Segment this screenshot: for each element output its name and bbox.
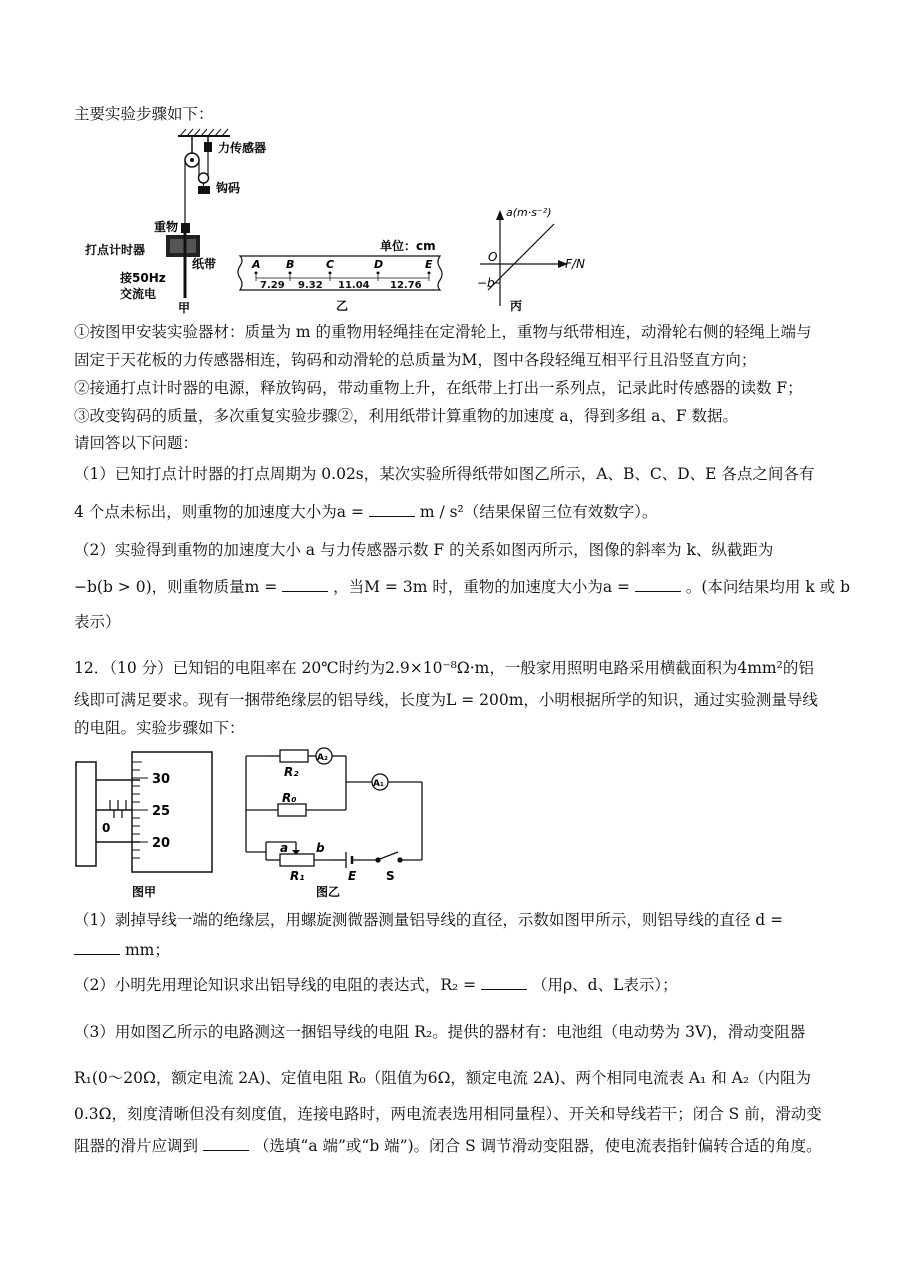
micrometer-zero: 0: [102, 821, 111, 835]
timer-label: 打点计时器: [85, 243, 146, 257]
step-1-line-1: ①按图甲安装实验器材：质量为 m 的重物用轻绳挂在定滑轮上，重物与纸带相连，动滑轮右侧的轻绳上端与: [74, 323, 812, 341]
tape-point-a: A: [252, 258, 261, 271]
circuit-label-a2: A₂: [317, 753, 328, 763]
intro-text: 主要实验步骤如下：: [74, 105, 214, 123]
s1-diameter-blank[interactable]: [74, 940, 120, 955]
graph-x-label: F/N: [565, 257, 585, 271]
s3-line-1: （3）用如图乙所示的电路测这一捆铝导线的电阻 R₂。提供的器材有：电池组（电动势为 3V)，滑动变阻器: [74, 1023, 806, 1041]
tape-point-e: E: [425, 258, 433, 271]
fig2-jia-label: 图甲: [132, 885, 157, 899]
circuit-label-a1: A₁: [373, 779, 384, 789]
tape-point-c: C: [326, 258, 335, 271]
q1-answer-blank[interactable]: [369, 502, 415, 517]
fig-yi-label: 乙: [336, 299, 349, 313]
s3-line-3: 0.3Ω，刻度清晰但没有刻度值，连接电路时，两电流表选用相同量程）、开关和导线若干；闭合 S 前，滑动变: [74, 1105, 822, 1123]
tape-point-d: D: [374, 258, 384, 271]
circuit-label-a: a: [280, 841, 289, 855]
fig-jia-label: 甲: [178, 301, 191, 315]
tape-seg-1: 7.29: [260, 280, 285, 291]
micrometer-tick-20: 20: [152, 836, 171, 851]
tape-seg-4: 12.76: [390, 280, 422, 291]
tape-point-b: B: [286, 258, 295, 271]
q2-line-2: −b(b > 0)，则重物质量m = ，当M = 3m 时，重物的加速度大小为a = 。(本问结果均用 k 或 b: [74, 578, 851, 596]
graph-origin: O: [488, 250, 498, 264]
s2-resistance-blank[interactable]: [481, 975, 527, 990]
s3-slider-blank[interactable]: [203, 1136, 249, 1151]
weight-label: 重物: [154, 220, 179, 234]
tape-label: 纸带: [192, 257, 217, 271]
figure-2: [70, 742, 440, 902]
q1-line-1: （1）已知打点计时器的打点周期为 0.02s，某次实验所得纸带如图乙所示，A、B、C、D、E 各点之间各有: [74, 465, 815, 483]
power-label-1: 接50Hz: [120, 271, 166, 285]
step-1-line-2: 固定于天花板的力传感器相连，钩码和动滑轮的总质量为M，图中各段轻绳互相平行且沿竖直方向；: [74, 351, 757, 369]
circuit-label-r1: R₁: [290, 869, 305, 883]
graph-intercept: −b: [477, 276, 495, 290]
s1-line-2: mm；: [74, 940, 170, 960]
q1-line-2: 4 个点未标出，则重物的加速度大小为a = m / s²（结果保留三位有效数字）。: [74, 503, 658, 521]
figure-1: [80, 128, 600, 316]
unit-label: 单位：cm: [380, 239, 436, 253]
hook-weight-label: 钩码: [216, 181, 241, 195]
tape-seg-3: 11.04: [338, 280, 370, 291]
q2-mass-blank[interactable]: [282, 577, 328, 592]
s2-line: （2）小明先用理论知识求出铝导线的电阻的表达式，R₂ = （用ρ、d、L表示）；: [74, 976, 678, 994]
q2-accel-blank[interactable]: [635, 577, 681, 592]
circuit-label-b: b: [316, 841, 325, 855]
answer-prompt: 请回答以下问题：: [74, 434, 199, 452]
s1-line-1: （1）剥掉导线一端的绝缘层，用螺旋测微器测量铝导线的直径，示数如图甲所示，则铝导线的直径 d =: [74, 911, 784, 929]
circuit-label-e: E: [348, 869, 357, 883]
micrometer-tick-30: 30: [152, 772, 171, 787]
circuit-label-r0: R₀: [282, 791, 297, 805]
s3-line-2: R₁(0～20Ω，额定电流 2A)、定值电阻 R₀（阻值为6Ω，额定电流 2A)、两个相同电流表 A₁ 和 A₂（内阻为: [74, 1069, 812, 1087]
step-2: ②接通打点计时器的电源，释放钩码，带动重物上升，在纸带上打出一系列点，记录此时传感器的读数 F；: [74, 379, 803, 397]
p12-line-2: 线即可满足要求。现有一捆带绝缘层的铝导线，长度为L = 200m，小明根据所学的知识，通过实验测量导线: [74, 691, 818, 709]
graph-y-label: a(m·s⁻²): [506, 206, 552, 219]
p12-line-1: 12．（10 分）已知铝的电阻率在 20℃时约为2.9×10⁻⁸Ω·m，一般家用照明电路采用横截面积为4mm²的铝: [74, 659, 814, 677]
fig-bing-label: 丙: [510, 299, 523, 313]
q2-line-3: 表示）: [74, 613, 121, 631]
p12-line-3: 的电阻。实验步骤如下：: [74, 719, 245, 737]
circuit-label-r2: R₂: [284, 765, 299, 779]
sensor-label: 力传感器: [218, 141, 267, 155]
tape-seg-2: 9.32: [298, 280, 323, 291]
power-label-2: 交流电: [120, 287, 157, 301]
micrometer-tick-25: 25: [152, 804, 171, 819]
s3-line-4: 阻器的滑片应调到 （选填“a 端”或“b 端”)。闭合 S 调节滑动变阻器，使电流表指针偏转合适的角度。: [74, 1137, 822, 1155]
step-3: ③改变钩码的质量，多次重复实验步骤②，利用纸带计算重物的加速度 a，得到多组 a、F 数据。: [74, 407, 739, 425]
fig2-yi-label: 图乙: [316, 885, 341, 899]
circuit-label-s: S: [386, 869, 395, 883]
q2-line-1: （2）实验得到重物的加速度大小 a 与力传感器示数 F 的关系如图丙所示，图像的斜率为 k、纵截距为: [74, 541, 774, 559]
